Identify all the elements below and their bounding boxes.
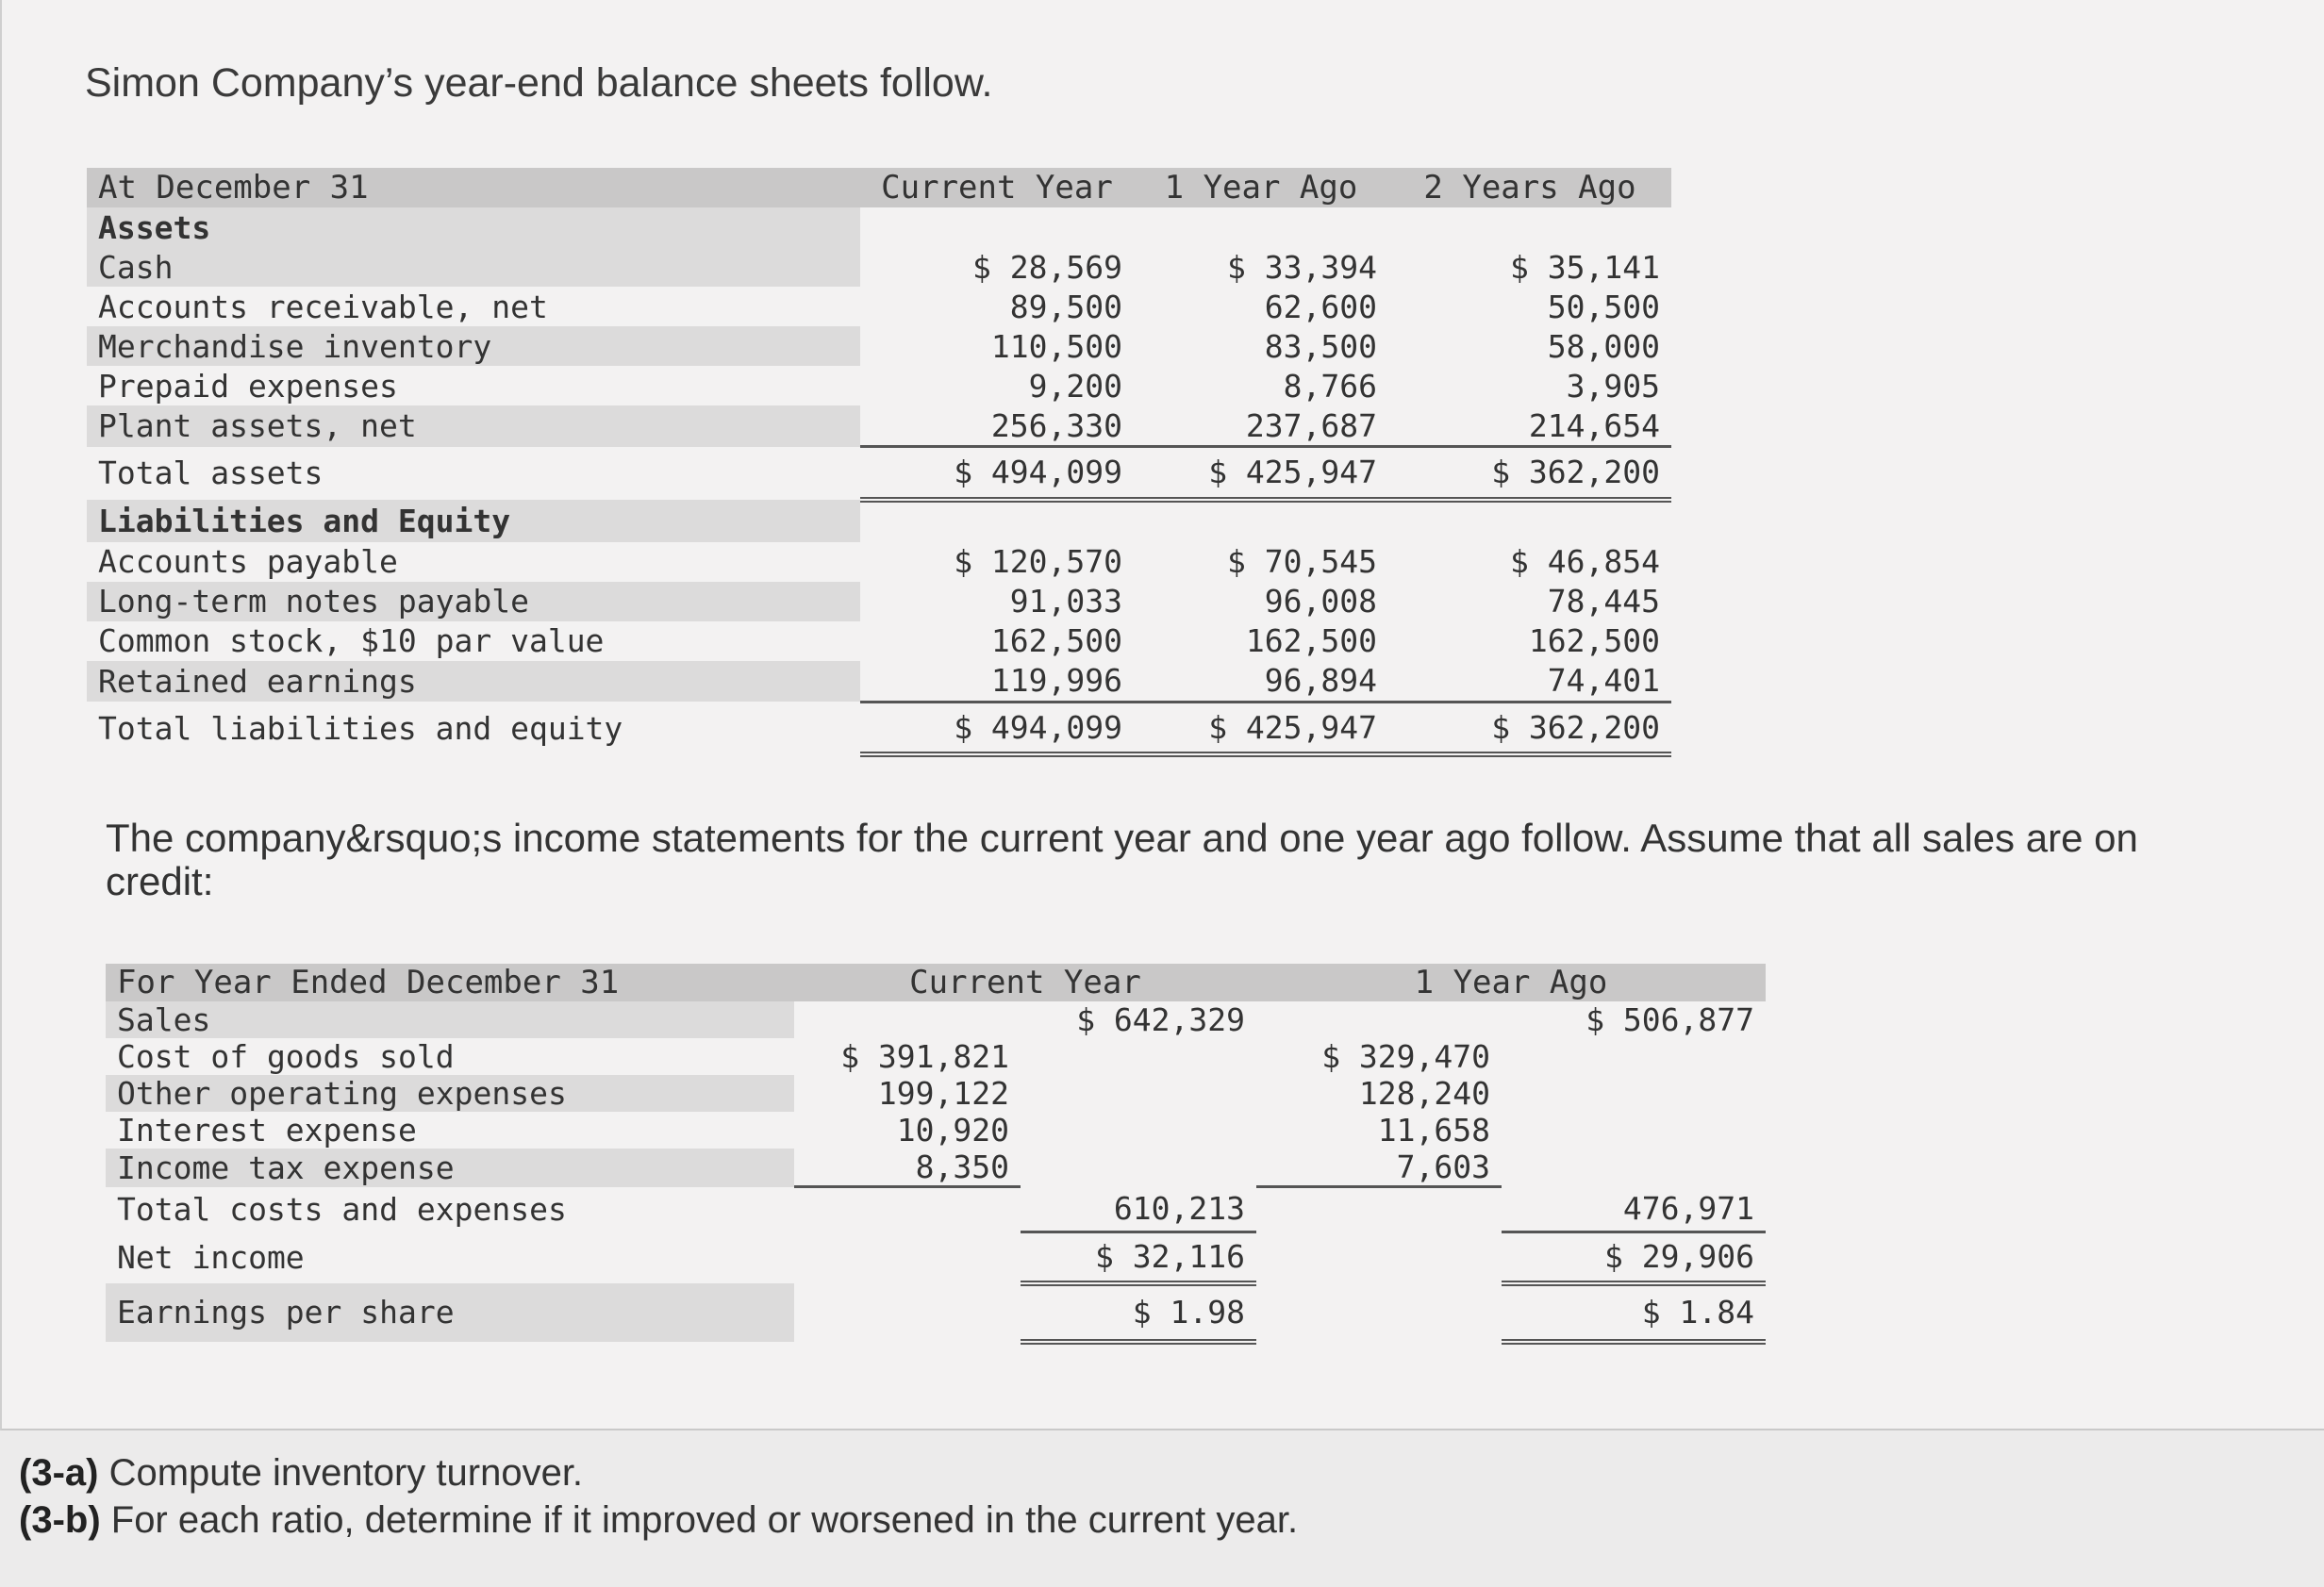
value-current: 199,122 bbox=[877, 1075, 1009, 1112]
row-label: Cash bbox=[87, 247, 860, 287]
value-2yr: 162,500 bbox=[1528, 622, 1660, 659]
value-1yr: $ 506,877 bbox=[1585, 1001, 1754, 1038]
eps-row bbox=[106, 1283, 1766, 1342]
value-current: 89,500 bbox=[1009, 288, 1122, 325]
table-row bbox=[87, 247, 1671, 287]
value-current: 256,330 bbox=[860, 405, 1134, 447]
value-2yr: 50,500 bbox=[1547, 288, 1660, 325]
table-row bbox=[87, 542, 1671, 582]
balance-header-2yr: 2 Years Ago bbox=[1388, 168, 1671, 207]
sales-row bbox=[106, 1001, 1766, 1038]
intro-text: Simon Company’s year-end balance sheets follow. bbox=[85, 60, 993, 106]
income-header-label: For Year Ended December 31 bbox=[106, 964, 794, 1001]
value-1yr: 11,658 bbox=[1377, 1112, 1490, 1149]
value-current: $ 642,329 bbox=[1076, 1001, 1245, 1038]
row-label: Plant assets, net bbox=[87, 405, 860, 447]
question-tag: (3-b) bbox=[19, 1499, 101, 1541]
income-header-1yr: 1 Year Ago bbox=[1256, 964, 1766, 1001]
value-current: 162,500 bbox=[990, 622, 1122, 659]
row-label: Income tax expense bbox=[106, 1149, 794, 1187]
row-label: Accounts payable bbox=[98, 543, 398, 580]
table-row bbox=[87, 287, 1671, 326]
row-label: Total assets bbox=[98, 455, 324, 491]
value-1yr: $ 1.84 bbox=[1502, 1283, 1766, 1342]
balance-header-label: At December 31 bbox=[87, 168, 860, 207]
question-text: For each ratio, determine if it improved or worsened in the current year. bbox=[100, 1499, 1299, 1541]
value-current: $ 32,116 bbox=[1021, 1232, 1256, 1283]
table-row bbox=[87, 661, 1671, 703]
value-current: 10,920 bbox=[896, 1112, 1009, 1149]
table-row bbox=[87, 326, 1671, 366]
total-liabilities-row bbox=[87, 702, 1671, 754]
table-row bbox=[106, 1075, 1766, 1112]
value-current: 91,033 bbox=[1009, 583, 1122, 620]
value-1yr: 162,500 bbox=[1245, 622, 1377, 659]
value-1yr: $ 329,470 bbox=[1321, 1038, 1490, 1075]
value-current: 9,200 bbox=[1028, 367, 1122, 405]
table-row bbox=[106, 1112, 1766, 1149]
value-2yr: 3,905 bbox=[1566, 367, 1660, 405]
income-header-current: Current Year bbox=[794, 964, 1256, 1001]
value-1yr: 7,603 bbox=[1256, 1149, 1502, 1187]
balance-sheet-table bbox=[87, 168, 1671, 757]
row-label: Long-term notes payable bbox=[87, 582, 860, 621]
value-2yr: 74,401 bbox=[1388, 661, 1671, 703]
row-label: Common stock, $10 par value bbox=[98, 622, 605, 659]
table-row bbox=[87, 366, 1671, 405]
row-label: Earnings per share bbox=[106, 1283, 794, 1342]
assets-heading: Assets bbox=[87, 207, 860, 247]
value-1yr: 237,687 bbox=[1134, 405, 1388, 447]
value-2yr: $ 362,200 bbox=[1388, 447, 1671, 500]
income-statement-table bbox=[106, 964, 1766, 1345]
question-3a bbox=[19, 1452, 583, 1495]
value-current: $ 494,099 bbox=[860, 447, 1134, 500]
value-1yr: $ 70,545 bbox=[1227, 543, 1377, 580]
value-2yr: $ 362,200 bbox=[1388, 702, 1671, 754]
value-1yr: 476,971 bbox=[1502, 1187, 1766, 1232]
income-intro-paragraph: The company&rsquo;s income statements for the current year and one year ago follow. Assume that all sales are on credit: bbox=[106, 816, 2138, 903]
balance-header-current: Current Year bbox=[860, 168, 1134, 207]
value-1yr: 96,008 bbox=[1264, 583, 1377, 620]
value-current: $ 120,570 bbox=[954, 543, 1122, 580]
value-2yr: 78,445 bbox=[1547, 583, 1660, 620]
question-text: Compute inventory turnover. bbox=[98, 1452, 584, 1494]
value-1yr: 62,600 bbox=[1264, 288, 1377, 325]
assets-heading-row bbox=[87, 207, 1671, 247]
value-current: $ 391,821 bbox=[840, 1038, 1009, 1075]
table-row bbox=[87, 405, 1671, 447]
table-row bbox=[106, 1038, 1766, 1075]
table-row bbox=[106, 1149, 1766, 1187]
total-assets-row bbox=[87, 447, 1671, 500]
row-label: Total liabilities and equity bbox=[98, 709, 623, 747]
row-label: Sales bbox=[106, 1001, 794, 1038]
value-1yr: 8,766 bbox=[1283, 367, 1377, 405]
row-label: Other operating expenses bbox=[106, 1075, 794, 1112]
row-label: Net income bbox=[117, 1239, 305, 1276]
value-1yr: 96,894 bbox=[1134, 661, 1388, 703]
liabilities-heading-row bbox=[87, 500, 1671, 542]
row-label: Total costs and expenses bbox=[117, 1191, 567, 1228]
value-2yr: $ 35,141 bbox=[1510, 248, 1660, 286]
liabilities-heading: Liabilities and Equity bbox=[87, 500, 860, 542]
row-label: Retained earnings bbox=[87, 661, 860, 703]
value-2yr: 58,000 bbox=[1547, 327, 1660, 365]
table-row bbox=[87, 582, 1671, 621]
value-current: 119,996 bbox=[860, 661, 1134, 703]
value-1yr: 128,240 bbox=[1358, 1075, 1490, 1112]
row-label: Prepaid expenses bbox=[98, 367, 398, 405]
balance-header-row bbox=[87, 168, 1671, 207]
row-label: Cost of goods sold bbox=[117, 1038, 455, 1075]
value-current: 610,213 bbox=[1021, 1187, 1256, 1232]
value-1yr: 83,500 bbox=[1264, 327, 1377, 365]
income-header-row bbox=[106, 964, 1766, 1001]
question-3b bbox=[19, 1499, 1298, 1542]
value-current: 110,500 bbox=[990, 327, 1122, 365]
net-income-row bbox=[106, 1232, 1766, 1283]
table-row bbox=[87, 621, 1671, 661]
value-1yr: $ 425,947 bbox=[1134, 702, 1388, 754]
value-1yr: $ 425,947 bbox=[1134, 447, 1388, 500]
value-1yr: $ 33,394 bbox=[1227, 248, 1377, 286]
row-label: Merchandise inventory bbox=[87, 326, 860, 366]
question-tag: (3-a) bbox=[19, 1452, 99, 1494]
value-current: $ 1.98 bbox=[1021, 1283, 1256, 1342]
value-current: 8,350 bbox=[794, 1149, 1021, 1187]
total-costs-row bbox=[106, 1187, 1766, 1232]
value-2yr: 214,654 bbox=[1388, 405, 1671, 447]
value-current: $ 28,569 bbox=[972, 248, 1122, 286]
row-label: Interest expense bbox=[117, 1112, 417, 1149]
row-label: Accounts receivable, net bbox=[98, 288, 548, 325]
value-current: $ 494,099 bbox=[860, 702, 1134, 754]
balance-header-1yr: 1 Year Ago bbox=[1134, 168, 1388, 207]
value-2yr: $ 46,854 bbox=[1510, 543, 1660, 580]
value-1yr: $ 29,906 bbox=[1502, 1232, 1766, 1283]
